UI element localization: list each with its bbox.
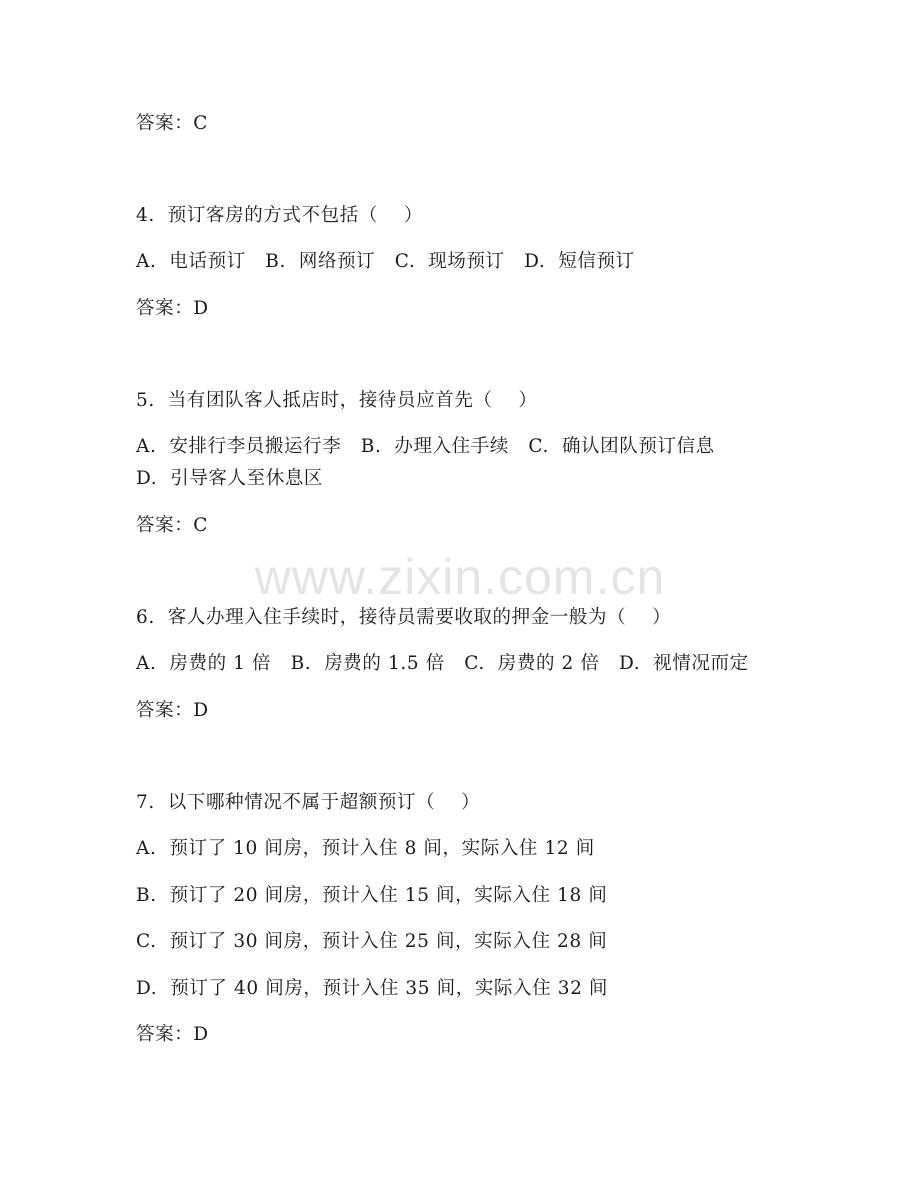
option-q7-a: A. 预订了 10 间房，预计入住 8 间，实际入住 12 间 [136,838,595,859]
question-q7: 7. 以下哪种情况不属于超额预订（ ） [136,792,481,813]
question-q6: 6. 客人办理入住手续时，接待员需要收取的押金一般为（ ） [136,607,672,628]
option-q7-c: C. 预订了 30 间房，预计入住 25 间，实际入住 28 间 [136,931,608,952]
options-q5-line-2: D. 引导客人至休息区 [136,468,324,489]
watermark: www.zixin.com.cn [254,549,666,605]
answer-q7: 答案：D [136,1024,209,1045]
options-q5-line-1: A. 安排行李员搬运行李 B. 办理入住手续 C. 确认团队预订信息 [136,436,715,457]
answer-q5: 答案：C [136,515,209,536]
question-q5: 5. 当有团队客人抵店时，接待员应首先（ ） [136,390,538,411]
answer-q3: 答案：C [136,113,209,134]
options-q6-line-1: A. 房费的 1 倍 B. 房费的 1.5 倍 C. 房费的 2 倍 D. 视情况而定 [136,653,749,674]
answer-q6: 答案：D [136,700,209,721]
option-q7-b: B. 预订了 20 间房，预计入住 15 间，实际入住 18 间 [136,885,608,906]
option-q7-d: D. 预订了 40 间房，预计入住 35 间，实际入住 32 间 [136,978,609,999]
answer-q4: 答案：D [136,298,209,319]
options-q4-line-1: A. 电话预订 B. 网络预订 C. 现场预订 D. 短信预订 [136,251,635,272]
question-q4: 4. 预订客房的方式不包括（ ） [136,205,423,226]
